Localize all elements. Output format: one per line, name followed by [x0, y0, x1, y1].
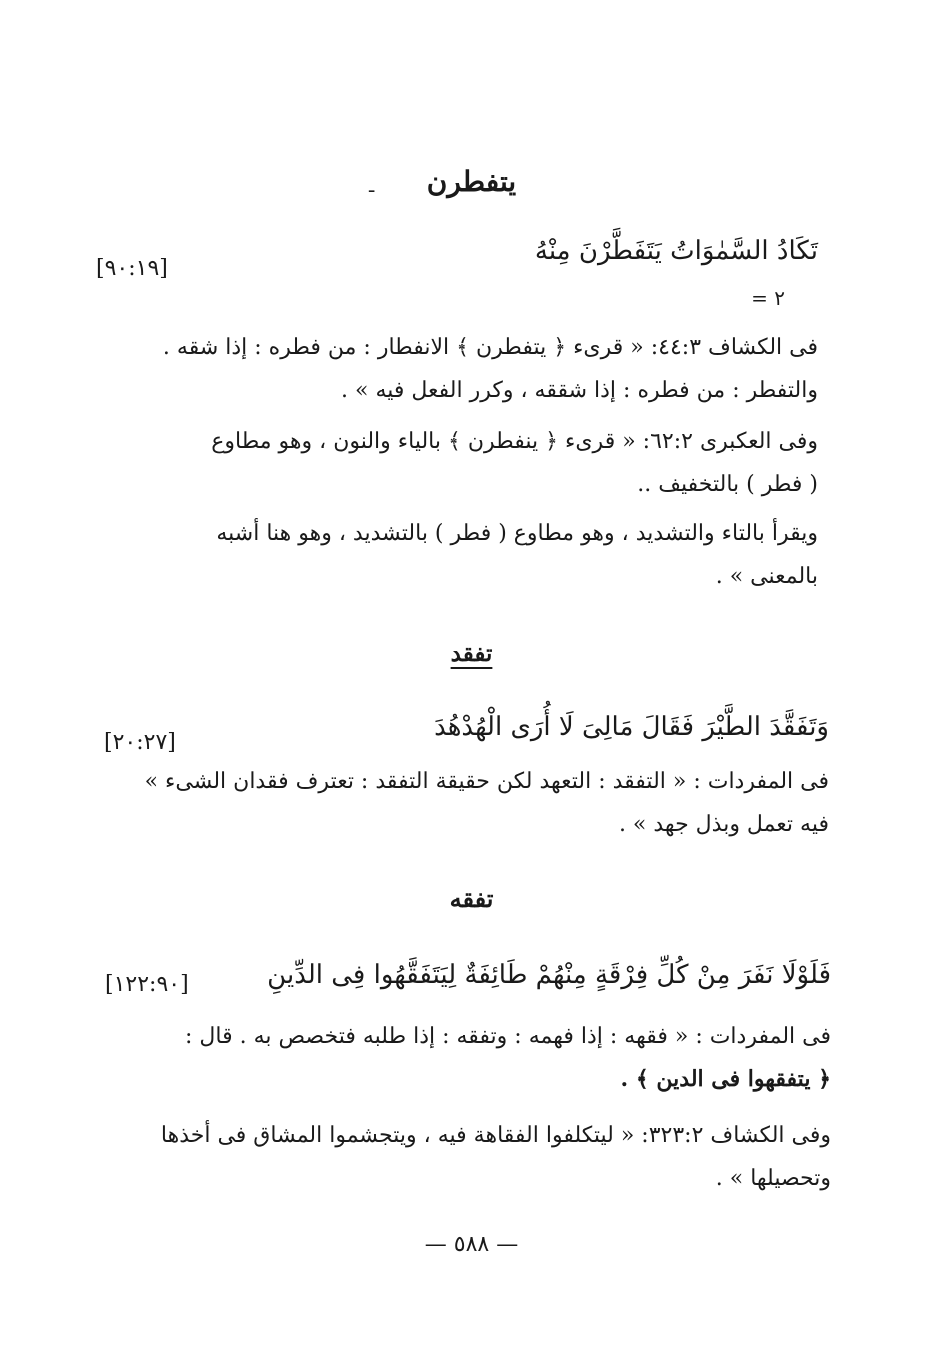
paragraph-line: وفى الكشاف ٣٢٣:٢: « ليتكلفوا الفقاهة فيه ، ويتجشموا المشاق فى أخذها: [160, 1123, 831, 1148]
commentary-paragraph: [100, 326, 818, 412]
paragraph-line: فيه تعمل وبذل جهد » .: [618, 812, 829, 837]
commentary-paragraph: [105, 1015, 831, 1101]
verse-reference: [١٢٢:٩٠]: [105, 972, 189, 997]
commentary-paragraph: [105, 1114, 831, 1200]
paragraph-line: ﴿ يتفقهوا فى الدين ﴾ .: [620, 1066, 831, 1092]
commentary-paragraph: [100, 420, 818, 506]
quran-verse: تَكَادُ السَّمٰوَاتُ يَتَفَطَّرْنَ مِنْهُ: [534, 236, 818, 266]
paragraph-line: ( فطر ) بالتخفيف ..: [637, 472, 818, 497]
section-title-yatafattarna: يتفطرن: [426, 165, 517, 198]
paragraph-line: فى المفردات : « فقهه : إذا فهمه : وتفقه : إذا طلبه فتخصص به . قال :: [184, 1024, 831, 1049]
section-title-tafaqqaha: تفقه: [449, 884, 494, 913]
paragraph-line: فى الكشاف ٤٤:٣: « قرىء ﴿ يتفطرن ﴾ الانفطار : من فطره : إذا شقه .: [162, 335, 818, 360]
page-number: — ٥٨٨ —: [424, 1232, 519, 1257]
paragraph-line: فى المفردات : « التفقد : التعهد لكن حقيقة التفقد : تعترف فقدان الشىء »: [144, 769, 829, 794]
paragraph-line: ويقرأ بالتاء والتشديد ، وهو مطاوع ( فطر ) بالتشديد ، وهو هنا أشبه: [216, 521, 818, 546]
paragraph-line: وفى العكبرى ٦٢:٢: « قرىء ﴿ ينفطرن ﴾ بالياء والنون ، وهو مطاوع: [211, 429, 818, 454]
verse-reference: [٩٠:١٩]: [96, 256, 168, 281]
stray-mark: ـ: [369, 176, 375, 197]
quran-verse: وَتَفَقَّدَ الطَّيْرَ فَقَالَ مَالِىَ لَا أُرَى الْهُدْهُدَ: [434, 712, 829, 742]
commentary-paragraph: [100, 512, 818, 598]
paragraph-line: والتفطر : من فطره : إذا شققه ، وكرر الفعل فيه » .: [341, 378, 818, 403]
section-title-tafaqqada: تفقد: [450, 640, 493, 667]
quran-verse: فَلَوْلَا نَفَرَ مِنْ كُلِّ فِرْقَةٍ مِنْهُمْ طَائِفَةٌ لِيَتَفَقَّهُوا فِى الدِّينِ: [267, 960, 831, 990]
commentary-paragraph: [104, 760, 829, 846]
occurrence-count: ٢ =: [751, 286, 785, 310]
verse-reference: [٢٠:٢٧]: [104, 730, 176, 755]
paragraph-line: وتحصيلها » .: [715, 1166, 831, 1191]
paragraph-line: بالمعنى » .: [715, 564, 818, 589]
